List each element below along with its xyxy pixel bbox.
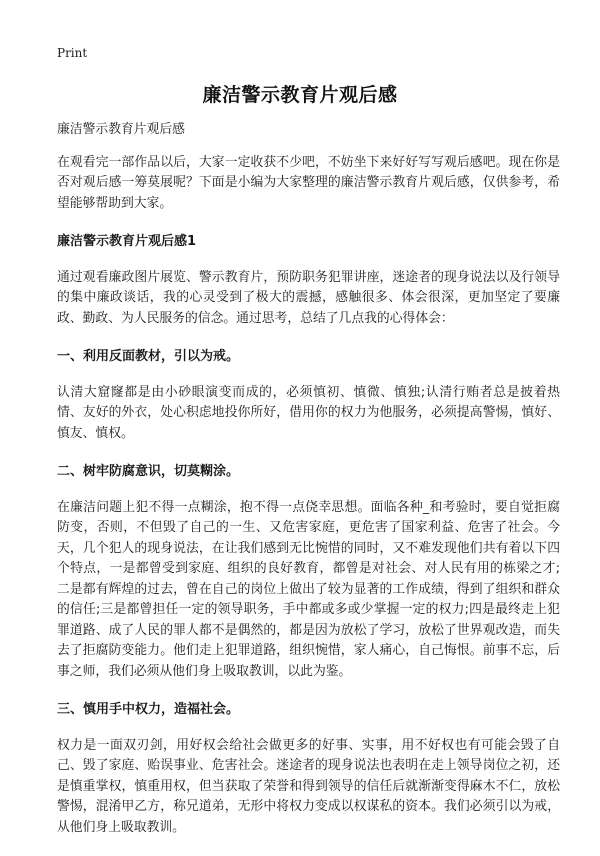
page-title: 廉洁警示教育片观后感 bbox=[202, 84, 398, 106]
point-heading-3: 三、慎用手中权力，造福社会。 bbox=[57, 702, 240, 717]
point-body-2: 在廉洁问题上犯不得一点糊涂，抱不得一点侥幸思想。面临各种_和考验时，要自觉拒腐防变，否则，不但毁了自己的一生、又危害家庭，更危害了国家利益、危害了社会。今天，几个犯人的现身说法，在让我们感到无比惋惜的同时，又不难发现他们共有着以下四个特点，一是都曾受到家庭、组织的良好教育，都曾是对社会、对人民有用的栋梁之才;二是都有辉煌的过去，曾在自己的岗位上做出了较为显著的工作成绩，得到了组织和群众的信任;三是都曾担任一定的领导职务，手中都或多或少掌握一定的权力;四是最终走上犯罪道路、成了人民的罪人都不是偶然的，都是因为放松了学习，放松了世界观改造，而失去了拒腐防变能力。他们走上犯罪道路，组织惋惜，家人痛心，自己悔恨。前事不忘，后事之师，我们必须从他们身上吸取教训，以此为鉴。 bbox=[57, 499, 560, 679]
section-intro-paragraph: 通过观看廉政图片展览、警示教育片，预防职务犯罪讲座，迷途者的现身说法以及行领导的集中廉政谈话，我的心灵受到了极大的震撼，感触很多、体会很深，更加坚定了要廉政、勤政、为人民服务的信念。通过思考，总结了几点我的心得体会： bbox=[57, 269, 560, 326]
point-body-1: 认清大窟窿都是由小砂眼演变而成的，必须慎初、慎微、慎独;认清行贿者总是披着热情、友好的外衣，处心积虑地投你所好，借用你的权力为他服务，必须提高警惕，慎好、慎友、慎权。 bbox=[57, 384, 560, 441]
point-body-3: 权力是一面双刃剑，用好权会给社会做更多的好事、实事，用不好权也有可能会毁了自己、毁了家庭、贻误事业、危害社会。迷途者的现身说法也表明在走上领导岗位之初，还是慎重掌权，慎重用权，但当获取了荣誉和得到领导的信任后就渐渐变得麻木不仁，放松警惕，混淆甲乙方，称兄道弟，无形中将权力变成以权谋私的资本。我们必须引以为戒，从他们身上吸取教训。 bbox=[57, 737, 560, 835]
print-link[interactable]: Print bbox=[57, 46, 88, 60]
point-heading-1: 一、利用反面教材，引以为戒。 bbox=[57, 349, 240, 364]
intro-paragraph: 在观看完一部作品以后，大家一定收获不少吧，不妨坐下来好好写写观后感吧。现在你是否对观后感一筹莫展呢？下面是小编为大家整理的廉洁警示教育片观后感，仅供参考，希望能够帮助到大家。 bbox=[57, 154, 560, 211]
document-subtitle: 廉洁警示教育片观后感 bbox=[57, 122, 185, 137]
document-body bbox=[57, 120, 560, 856]
section-title: 廉洁警示教育片观后感1 bbox=[57, 234, 197, 249]
point-heading-2: 二、树牢防腐意识，切莫糊涂。 bbox=[57, 464, 240, 479]
